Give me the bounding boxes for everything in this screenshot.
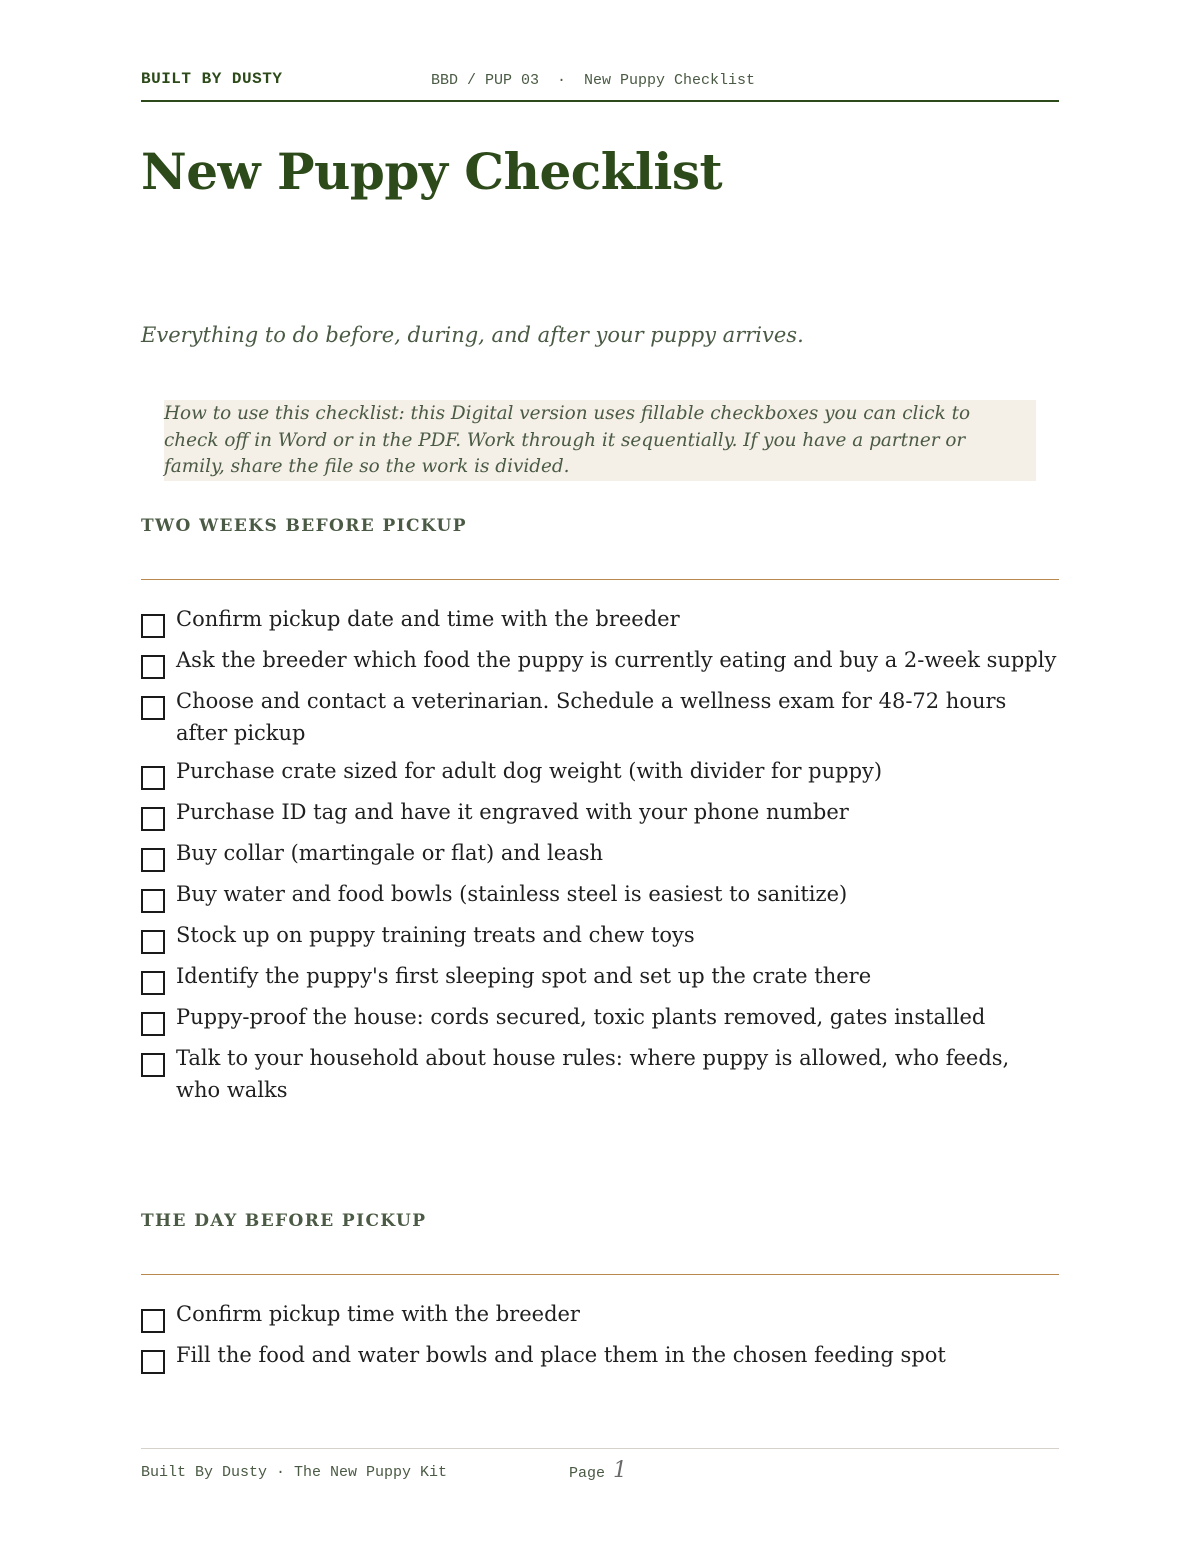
checkbox[interactable]: [141, 766, 165, 790]
document-page: [141, 0, 1059, 1553]
checklist-item-label: Fill the food and water bowls and place them in the chosen feeding spot: [176, 1343, 946, 1367]
page-title: New Puppy Checklist: [141, 142, 723, 201]
checklist-item: [141, 843, 1059, 872]
checklist-item: [141, 1345, 1059, 1374]
page-number: 1: [613, 1458, 628, 1483]
page-label: Page: [569, 1465, 606, 1482]
checklist-item: [141, 1007, 1059, 1036]
instructions-callout: How to use this checklist: this Digital version uses fillable checkboxes you can click to check off in Word or in the PDF. Work through it sequentially. If you have a partner or family, share the file so the work is divided.: [164, 400, 1036, 481]
page-subtitle: Everything to do before, during, and after your puppy arrives.: [141, 323, 804, 347]
checklist-two-weeks: [141, 609, 1059, 1118]
footer-kit-name: Built By Dusty · The New Puppy Kit: [141, 1464, 448, 1481]
checklist-item-label: Confirm pickup date and time with the breeder: [176, 607, 680, 631]
checkbox[interactable]: [141, 655, 165, 679]
checkbox[interactable]: [141, 930, 165, 954]
checkbox[interactable]: [141, 889, 165, 913]
checklist-item: [141, 1304, 1059, 1333]
section-title-day-before: THE DAY BEFORE PICKUP: [141, 1211, 427, 1231]
checklist-item: [141, 609, 1059, 638]
section-divider: [141, 1274, 1059, 1275]
footer-divider: [141, 1448, 1059, 1449]
checklist-item: [141, 650, 1059, 679]
checklist-item: [141, 761, 1059, 790]
checklist-day-before: [141, 1304, 1059, 1386]
checklist-item-label: Puppy-proof the house: cords secured, toxic plants removed, gates installed: [176, 1005, 986, 1029]
checkbox[interactable]: [141, 1012, 165, 1036]
checklist-item-label: Purchase ID tag and have it engraved with your phone number: [176, 800, 849, 824]
checklist-item-label: Talk to your household about house rules: where puppy is allowed, who feeds, who walks: [176, 1046, 1010, 1102]
checklist-item-label: Buy water and food bowls (stainless steel is easiest to sanitize): [176, 882, 848, 906]
checkbox[interactable]: [141, 696, 165, 720]
checklist-item-label: Purchase crate sized for adult dog weight (with divider for puppy): [176, 759, 883, 783]
checklist-item: [141, 691, 1059, 749]
checklist-item: [141, 1048, 1059, 1106]
footer-page-indicator: [569, 1458, 627, 1483]
section-title-two-weeks: TWO WEEKS BEFORE PICKUP: [141, 516, 467, 536]
checkbox[interactable]: [141, 1350, 165, 1374]
checklist-item-label: Ask the breeder which food the puppy is currently eating and buy a 2-week supply: [176, 648, 1057, 672]
brand-name: BUILT BY DUSTY: [141, 70, 283, 88]
checklist-item-label: Buy collar (martingale or flat) and leash: [176, 841, 604, 865]
checklist-item: [141, 966, 1059, 995]
checkbox[interactable]: [141, 614, 165, 638]
checkbox[interactable]: [141, 848, 165, 872]
checklist-item-label: Stock up on puppy training treats and chew toys: [176, 923, 695, 947]
checklist-item: [141, 802, 1059, 831]
checkbox[interactable]: [141, 807, 165, 831]
checklist-item-label: Identify the puppy's first sleeping spot and set up the crate there: [176, 964, 872, 988]
checklist-item: [141, 925, 1059, 954]
checkbox[interactable]: [141, 1053, 165, 1077]
section-divider: [141, 579, 1059, 580]
document-id: BBD / PUP 03 · New Puppy Checklist: [431, 72, 756, 89]
checkbox[interactable]: [141, 971, 165, 995]
page-header: [141, 68, 1059, 102]
checklist-item-label: Choose and contact a veterinarian. Schedule a wellness exam for 48-72 hours after pickup: [176, 689, 1007, 745]
checkbox[interactable]: [141, 1309, 165, 1333]
checklist-item-label: Confirm pickup time with the breeder: [176, 1302, 580, 1326]
checklist-item: [141, 884, 1059, 913]
